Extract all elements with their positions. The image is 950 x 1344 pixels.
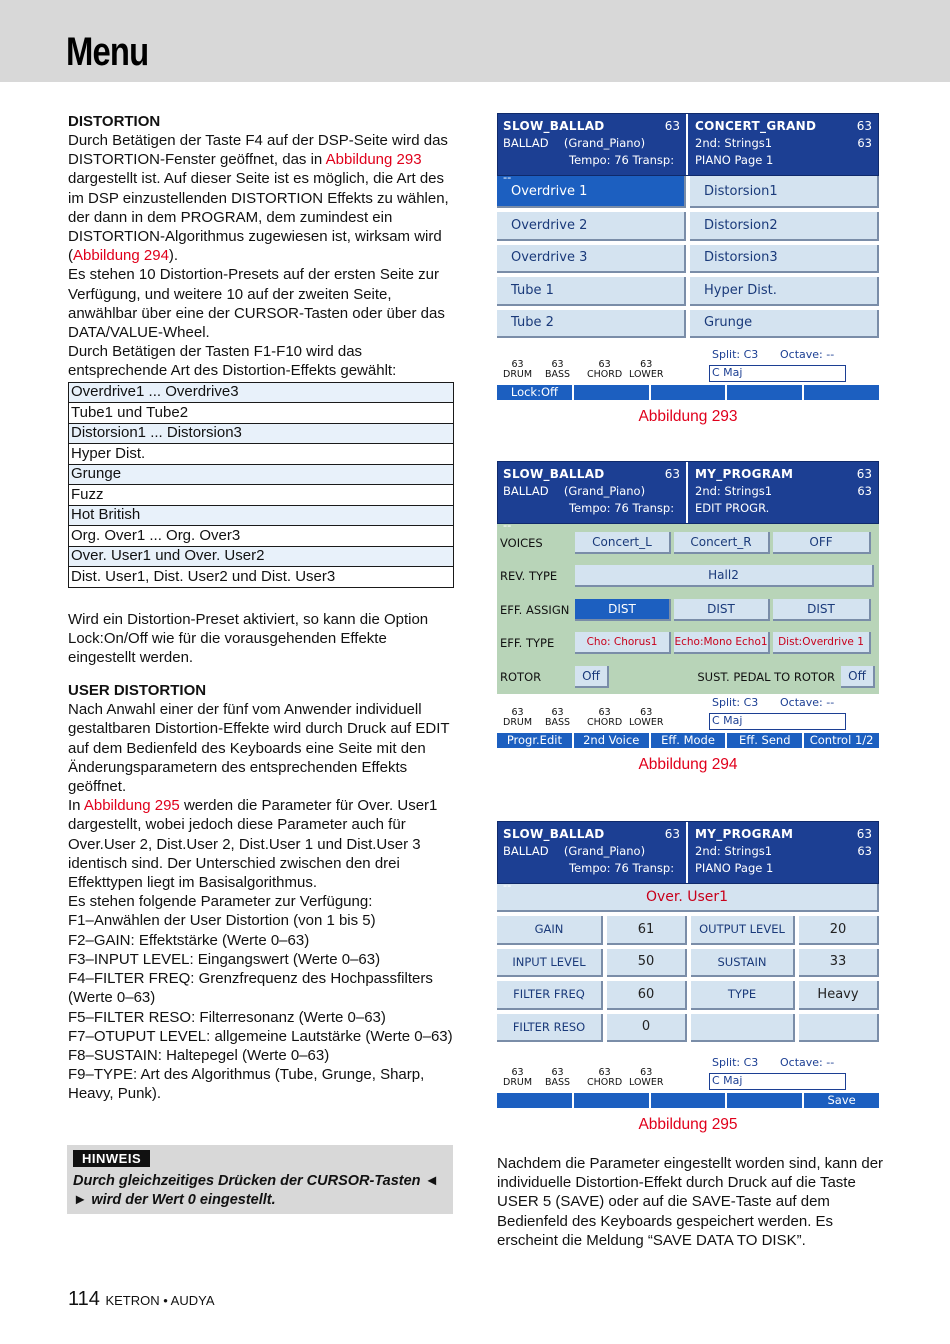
table-cell: Fuzz (69, 485, 454, 506)
caption-293: Abbildung 293 (638, 408, 738, 425)
eff-type-2[interactable]: Echo:Mono Echo1 (674, 632, 770, 654)
table-cell: Hot British (69, 505, 454, 526)
preset-grunge[interactable]: Grunge (690, 310, 879, 339)
user-distortion-paragraph-2: In Abbildung 295 werden die Parameter für Over. User1 dargestellt, wobei jedoch diese Parameter auch für Over.User 2, Dist.User 2, Dist.User 1 und Dist.User 3 identisch sind. Der Unterschied zwischen den drei Effekttypen liegt im Basisalgorithmus. (68, 797, 438, 892)
param-value[interactable]: 20 (799, 916, 879, 945)
link-abbildung-295[interactable]: Abbildung 295 (83, 797, 180, 815)
rotor-toggle[interactable]: Off (575, 666, 609, 688)
caption-294: Abbildung 294 (638, 756, 738, 773)
table-row (69, 403, 454, 424)
voice-2[interactable]: Concert_R (674, 532, 770, 554)
param-value[interactable]: 61 (607, 916, 687, 945)
f-button[interactable] (497, 1093, 572, 1108)
screen-header: SLOW_BALLAD 63 BALLAD (Grand_Piano) Tempo: 76 Transp: -- CONCERT_GRAND 63 2nd: Strings1 63 PIANO Page 1 (497, 113, 879, 176)
eff-assign-1[interactable]: DIST (575, 599, 671, 621)
preset-tube-2[interactable]: Tube 2 (497, 310, 686, 339)
user-distortion-paragraph-1: Nach Anwahl einer der fünf vom Anwender individuell gestaltbaren Distortion-Effekte wird durch Druck auf EDIT auf dem Bedienfeld des Keyboards eine Seite mit den Änderungsparametern des entsprechenden Effekts geöffnet. (68, 701, 450, 796)
voice-3[interactable]: OFF (773, 532, 871, 554)
param-label (691, 1014, 795, 1043)
save-paragraph: Nachdem die Parameter eingestellt worden sind, kann der individuelle Distortion-Effekt durch Druck auf die Taste USER 5 (SAVE) oder auf die SAVE-Taste auf dem Bedienfeld des Keyboards gespeichert werden. Es erscheint die Meldung “SAVE DATA TO DISK”. (497, 1155, 884, 1249)
param-label[interactable]: OUTPUT LEVEL (691, 916, 795, 945)
preset-overdrive-1[interactable]: Overdrive 1 (497, 176, 686, 208)
voice-1[interactable]: Concert_L (575, 532, 671, 554)
hint-tag: HINWEIS (73, 1150, 150, 1167)
status-bar: 63 DRUM 63 BASS 63 CHORD 63 LOWER Split: C3 Octave: -- C Maj Lock:Off (497, 346, 879, 400)
preset-tube-1[interactable]: Tube 1 (497, 277, 686, 306)
param-label[interactable]: SUSTAIN (691, 949, 795, 978)
f-button[interactable] (727, 1093, 802, 1108)
table-row (69, 464, 454, 485)
table-row (69, 423, 454, 444)
param-line: F8–SUSTAIN: Haltepegel (Werte 0–63) (68, 1046, 330, 1064)
table-cell: Over. User1 und Over. User2 (69, 546, 454, 567)
program-edit-pane: VOICES Concert_L Concert_R OFF REV. TYPE Hall2 EFF. ASSIGN DIST DIST DIST EFF. TYPE Cho: Chorus1 Echo:Mono Echo1 Dist:Overdrive 1 ROTOR Off SUST. PEDAL TO ROTOR Off (497, 524, 879, 694)
preset-overdrive-3[interactable]: Overdrive 3 (497, 245, 686, 274)
left-column (68, 112, 456, 1104)
preset-hyper-dist[interactable]: Hyper Dist. (690, 277, 879, 306)
link-abbildung-293[interactable]: Abbildung 293 (325, 151, 422, 169)
param-value (799, 1014, 879, 1043)
user-distortion-paragraph-3: Es stehen folgende Parameter zur Verfügung: (68, 893, 373, 911)
page-number: 114 (68, 1288, 100, 1310)
param-label[interactable]: TYPE (691, 981, 795, 1010)
f-button[interactable] (651, 385, 726, 400)
table-row (69, 567, 454, 588)
chord-display: C Maj (709, 713, 846, 730)
save-button[interactable]: Save (804, 1093, 879, 1108)
eff-mode-button[interactable]: Eff. Mode (651, 733, 726, 748)
style-name: SLOW_BALLAD (503, 467, 605, 481)
program-name: MY_PROGRAM (695, 827, 794, 841)
table-row (69, 526, 454, 547)
2nd-voice-button[interactable]: 2nd Voice (574, 733, 649, 748)
eff-assign-2[interactable]: DIST (674, 599, 770, 621)
param-line: F9–TYPE: Art des Algorithmus (Tube, Grunge, Sharp, Heavy, Punk). (68, 1066, 425, 1103)
table-row (69, 485, 454, 506)
table-cell: Dist. User1, Dist. User2 und Dist. User3 (69, 567, 454, 588)
param-line: F1–Anwählen der User Distortion (von 1 bis 5) (68, 912, 376, 930)
program-name: CONCERT_GRAND (695, 119, 817, 133)
f-button[interactable] (574, 385, 649, 400)
figure-295-screen (497, 821, 879, 1108)
param-line: F5–FILTER RESO: Filterresonanz (Werte 0–63) (68, 1008, 386, 1026)
figure-294-screen (497, 461, 879, 749)
chord-display: C Maj (709, 1073, 846, 1090)
f-button[interactable] (804, 385, 879, 400)
distortion-paragraph-3: Durch Betätigen der Tasten F1-F10 wird das entsprechende Art des Distortion-Effekts gewählt: (68, 343, 397, 380)
style-name: SLOW_BALLAD (503, 827, 605, 841)
table-row (69, 505, 454, 526)
table-row (69, 382, 454, 403)
page-title: Menu (66, 30, 149, 74)
distortion-paragraph-4: Wird ein Distortion-Preset aktiviert, so kann die Option Lock:On/Off wie für die vorausgehenden Effekte eingestellt werden. (68, 610, 429, 667)
hint-box (67, 1145, 453, 1214)
param-value[interactable]: 0 (607, 1014, 687, 1043)
eff-type-1[interactable]: Cho: Chorus1 (575, 632, 671, 654)
figure-293-screen (497, 113, 879, 400)
lock-button[interactable]: Lock:Off (497, 385, 572, 400)
param-label[interactable]: FILTER RESO (497, 1014, 603, 1043)
table-row (69, 546, 454, 567)
table-cell: Tube1 und Tube2 (69, 403, 454, 424)
param-value[interactable]: 60 (607, 981, 687, 1010)
preset-distorsion-2[interactable]: Distorsion2 (690, 212, 879, 241)
eff-send-button[interactable]: Eff. Send (727, 733, 802, 748)
param-label[interactable]: INPUT LEVEL (497, 949, 603, 978)
table-cell: Overdrive1 ... Overdrive3 (69, 382, 454, 403)
sust-pedal-toggle[interactable]: Off (841, 666, 875, 688)
chord-display: C Maj (709, 365, 846, 382)
function-bar (497, 385, 879, 400)
caption-295: Abbildung 295 (638, 1116, 738, 1133)
param-line: F3–INPUT LEVEL: Eingangswert (Werte 0–63) (68, 950, 381, 968)
param-label[interactable]: FILTER FREQ (497, 981, 603, 1010)
control-button[interactable]: Control 1/2 (804, 733, 879, 748)
effect-name-field[interactable]: Over. User1 (497, 884, 879, 912)
param-line: F4–FILTER FREQ: Grenzfrequenz des Hochpassfilters (Werte 0–63) (68, 970, 433, 1007)
distortion-heading: DISTORTION (68, 113, 161, 130)
distortion-types-table (68, 382, 454, 588)
preset-distorsion-1[interactable]: Distorsion1 (690, 176, 879, 208)
footer (68, 1288, 215, 1311)
function-bar (497, 733, 879, 748)
function-bar (497, 1093, 879, 1108)
f-button[interactable] (651, 1093, 726, 1108)
table-cell: Distorsion1 ... Distorsion3 (69, 423, 454, 444)
table-cell: Grunge (69, 464, 454, 485)
program-name: MY_PROGRAM (695, 467, 794, 481)
distortion-paragraph-2: Es stehen 10 Distortion-Presets auf der ersten Seite zur Verfügung, und weitere 10 auf der zweiten Seite, anwählbar über eine der CURSOR-Tasten oder über das DATA/VALUE-Wheel. (68, 266, 445, 342)
param-value[interactable]: 50 (607, 949, 687, 978)
style-name: SLOW_BALLAD (503, 119, 605, 133)
link-abbildung-294[interactable]: Abbildung 294 (73, 247, 169, 265)
eff-assign-3[interactable]: DIST (773, 599, 871, 621)
param-value[interactable]: Heavy (799, 981, 879, 1010)
distortion-paragraph-1: Durch Betätigen der Taste F4 auf der DSP-Seite wird das DISTORTION-Fenster geöffnet, das in Abbildung 293 dargestellt ist. Auf dieser Seite ist es möglich, die Art des im DSP einzustellenden DISTORTION Effekts zu wählen, der dann in dem PROGRAM, dem zumindest ein DISTORTION-Algorithmus zugewiesen ist, wirksam wird (Abbildung 294). (68, 132, 449, 265)
table-cell: Hyper Dist. (69, 444, 454, 465)
rev-type-field[interactable]: Hall2 (575, 565, 874, 587)
preset-distorsion-3[interactable]: Distorsion3 (690, 245, 879, 274)
status-bar: 63 DRUM 63 BASS 63 CHORD 63 LOWER Split: C3 Octave: -- C Maj Save (497, 1054, 879, 1108)
param-value[interactable]: 33 (799, 949, 879, 978)
screen-header: SLOW_BALLAD 63 BALLAD (Grand_Piano) Tempo: 76 Transp: -- MY_PROGRAM 63 2nd: Strings1 63 EDIT PROGR. (497, 461, 879, 524)
eff-type-3[interactable]: Dist:Overdrive 1 (773, 632, 871, 654)
brand-name: KETRON • AUDYA (105, 1293, 215, 1308)
screen-header: SLOW_BALLAD 63 BALLAD (Grand_Piano) Tempo: 76 Transp: -- MY_PROGRAM 63 2nd: Strings1 63 PIANO Page 1 (497, 821, 879, 884)
param-line: F7–OTUPUT LEVEL: allgemeine Lautstärke (Werte 0–63) (68, 1027, 453, 1045)
param-label[interactable]: GAIN (497, 916, 603, 945)
preset-overdrive-2[interactable]: Overdrive 2 (497, 212, 686, 241)
table-cell: Org. Over1 ... Org. Over3 (69, 526, 454, 547)
progr-edit-button[interactable]: Progr.Edit (497, 733, 572, 748)
hint-text: Durch gleichzeitiges Drücken der CURSOR-Tasten ◄ ► wird der Wert 0 eingestellt. (73, 1173, 439, 1208)
table-row (69, 444, 454, 465)
f-button[interactable] (574, 1093, 649, 1108)
user-distortion-heading: USER DISTORTION (68, 682, 207, 700)
param-line: F2–GAIN: Effektstärke (Werte 0–63) (68, 931, 310, 949)
f-button[interactable] (727, 385, 802, 400)
page-header (0, 0, 950, 82)
status-bar: 63 DRUM 63 BASS 63 CHORD 63 LOWER Split: C3 Octave: -- C Maj Progr.Edit 2nd Voice Eff. Mode Eff. Send Control 1/2 (497, 694, 879, 748)
